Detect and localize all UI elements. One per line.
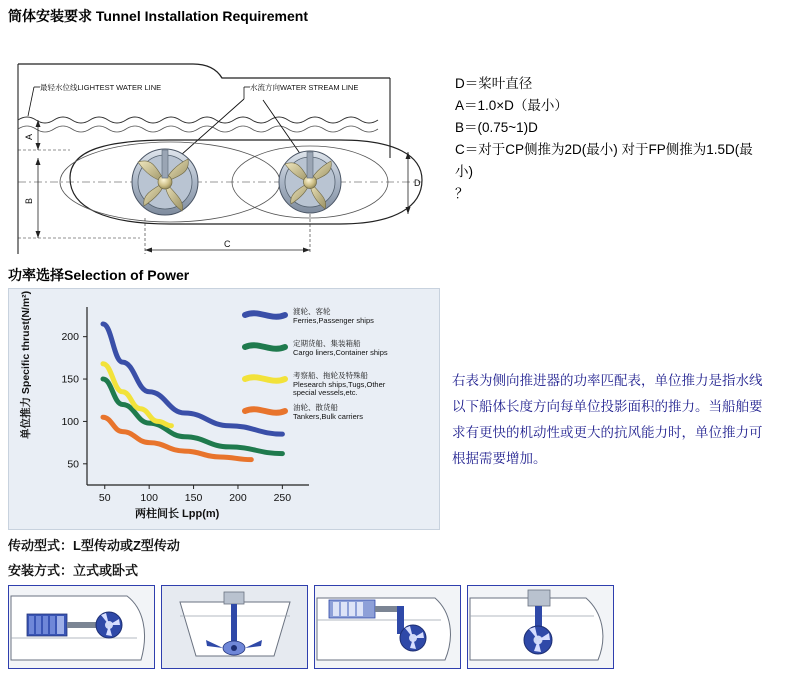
legend-label-en: special vessels,etc. xyxy=(293,388,358,397)
tunnel-note-2: B＝(0.75~1)D xyxy=(455,120,538,135)
legend-swatch xyxy=(245,345,285,348)
dimension-label-a: A xyxy=(24,133,34,140)
thumbnail-strip xyxy=(8,585,778,670)
dimension-label-d: D xyxy=(414,178,421,188)
thruster-propeller-right xyxy=(279,151,341,213)
dimension-label-b: B xyxy=(24,197,34,204)
thumbnail-vertical-mount-thruster-hull[interactable] xyxy=(467,585,614,669)
x-tick-label: 150 xyxy=(184,492,203,504)
chart-y-axis-label: 单位推力 Specific thrust(N/m²) xyxy=(20,290,32,439)
thruster-propeller-left xyxy=(132,149,198,215)
legend-swatch xyxy=(245,377,285,380)
drive-type-text: 传动型式：L型传动或Z型传动 xyxy=(8,538,180,553)
y-tick-label: 150 xyxy=(61,373,79,386)
thumbnail-L-drive-thruster-hull-section[interactable] xyxy=(314,585,461,669)
mount-type-text: 安装方式：立式或卧式 xyxy=(8,563,139,578)
x-tick-label: 50 xyxy=(98,492,111,504)
chart-explanation-text: 右表为侧向推进器的功率匹配表，单位推力是指水线以下船体长度方向每单位投影面积的推力。当船舶要求有更快的机动性或更大的抗风能力时，单位推力可根据需要增加。 xyxy=(452,373,763,466)
label-lightest-water-line: 最轻水位线LIGHTEST WATER LINE xyxy=(40,83,162,92)
y-tick-label: 100 xyxy=(61,415,79,428)
tunnel-note-5: ？ xyxy=(455,186,469,201)
label-water-stream-line: 水流方向WATER STREAM LINE xyxy=(250,83,359,92)
thumbnail-vertical-drive-tunnel-thruster[interactable] xyxy=(161,585,308,669)
y-tick-label: 50 xyxy=(67,458,79,471)
tunnel-installation-diagram xyxy=(10,28,440,256)
legend-swatch xyxy=(245,409,285,412)
tunnel-note-3: C＝对于CP侧推为2D(最小) 对于FP侧推为1.5D(最 xyxy=(455,142,753,157)
legend-swatch xyxy=(245,313,285,316)
y-tick-label: 200 xyxy=(61,331,79,344)
legend-label-cn: 定期货船、集装箱船 xyxy=(293,339,361,348)
legend-label-cn: 考察船、拖轮及特殊船 xyxy=(293,371,368,380)
specific-thrust-chart xyxy=(8,288,440,530)
legend-label-cn: 油轮、散货船 xyxy=(293,403,338,412)
x-tick-label: 200 xyxy=(229,492,247,504)
legend-label-cn: 渡轮、客轮 xyxy=(293,307,331,316)
tunnel-note-0: D＝桨叶直径 xyxy=(455,76,533,91)
legend-label-en: Ferries,Passenger ships xyxy=(293,316,374,325)
page-title-tunnel: 筒体安装要求 Tunnel Installation Requirement xyxy=(8,8,308,24)
chart-x-axis-label: 两柱间长 Lpp(m) xyxy=(135,508,220,520)
tunnel-note-4: 小) xyxy=(455,164,473,179)
legend-label-en: Tankers,Bulk carriers xyxy=(293,412,364,421)
tunnel-note-1: A＝1.0×D（最小） xyxy=(455,98,568,113)
page-title-power: 功率选择Selection of Power xyxy=(8,267,190,283)
thumbnail-horizontal-drive-bow-thruster[interactable] xyxy=(8,585,155,669)
dimension-label-c: C xyxy=(224,239,231,249)
tunnel-notes-list xyxy=(455,73,775,205)
x-tick-label: 100 xyxy=(140,492,158,504)
legend-label-en: Plesearch ships,Tugs,Other xyxy=(293,380,386,389)
x-tick-label: 250 xyxy=(273,492,292,504)
legend-label-en: Cargo liners,Container ships xyxy=(293,348,388,357)
